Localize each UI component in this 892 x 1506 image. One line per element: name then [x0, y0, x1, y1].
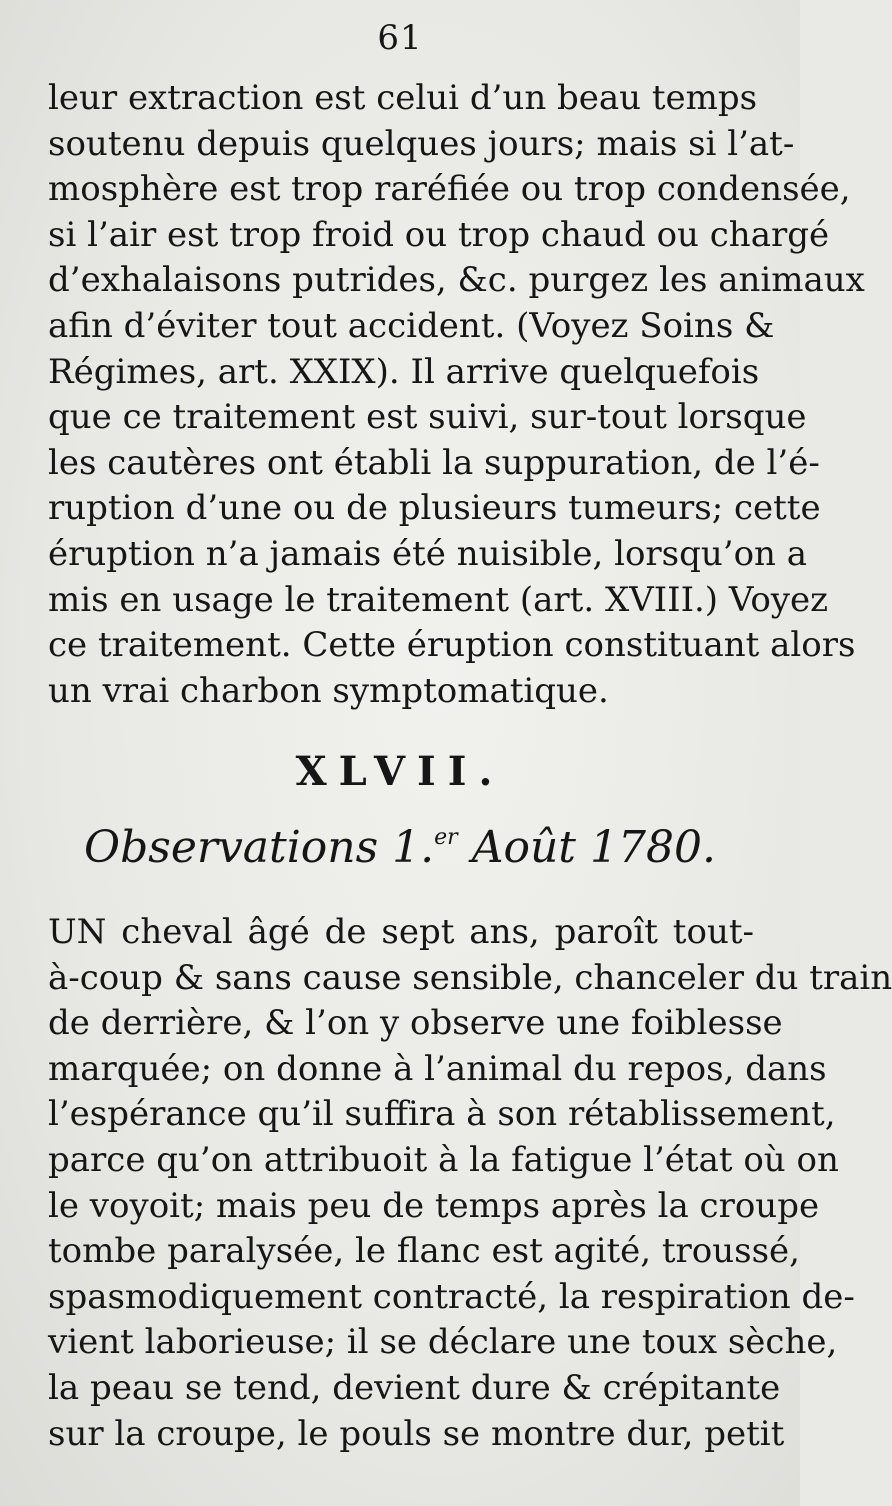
section-number: XLVII.	[295, 748, 505, 795]
text-line: marquée; on donne à l’animal du repos, dans	[48, 1048, 827, 1089]
text-line: parce qu’on attribuoit à la fatigue l’état où on	[48, 1139, 839, 1180]
heading-superscript: er	[434, 825, 458, 850]
text-line: sur la croupe, le pouls se montre dur, petit	[48, 1413, 785, 1454]
text-line: ce traitement. Cette éruption constituant alors	[48, 625, 856, 666]
paragraph-continuation	[48, 76, 865, 714]
text-line: éruption n’a jamais été nuisible, lorsqu’on a	[48, 533, 808, 574]
text-line: afin d’éviter tout accident. (Voyez Soins &	[48, 305, 775, 346]
text-line: de derrière, & l’on y observe une foiblesse	[48, 1003, 783, 1044]
observation-paragraph	[48, 910, 892, 1457]
text-line: vient laborieuse; il se déclare une toux sèche,	[48, 1322, 838, 1363]
heading-text: Observations 1.	[84, 822, 435, 873]
heading-date: Août 1780.	[457, 822, 716, 873]
text-line: Régimes, art. XXIX). Il arrive quelquefois	[48, 351, 760, 392]
page-number: 61	[377, 18, 423, 58]
text-line: UN cheval âgé de sept ans, paroît tout-	[48, 912, 754, 952]
text-line: que ce traitement est suivi, sur-tout lorsque	[48, 397, 807, 438]
text-line: si l’air est trop froid ou trop chaud ou chargé	[48, 214, 830, 255]
observation-heading	[0, 822, 800, 873]
text-line: d’exhalaisons putrides, &c. purgez les animaux	[48, 260, 865, 301]
text-line: mosphère est trop raréfiée ou trop condensée,	[48, 169, 851, 210]
text-line: mis en usage le traitement (art. XVIII.) Voyez	[48, 579, 829, 620]
text-line: à-coup & sans cause sensible, chanceler du train	[48, 957, 892, 998]
text-line: les cautères ont établi la suppuration, de l’é-	[48, 442, 820, 483]
text-line: la peau se tend, devient dure & crépitante	[48, 1367, 781, 1408]
text-line: tombe paralysée, le flanc est agité, troussé,	[48, 1231, 800, 1272]
text-line: l’espérance qu’il suffira à son rétablissement,	[48, 1094, 836, 1135]
text-line: le voyoit; mais peu de temps après la croupe	[48, 1185, 820, 1226]
text-line: leur extraction est celui d’un beau temps	[48, 78, 758, 118]
text-line: soutenu depuis quelques jours; mais si l’at-	[48, 123, 795, 164]
text-line: ruption d’une ou de plusieurs tumeurs; cette	[48, 488, 821, 529]
text-line: un vrai charbon symptomatique.	[48, 670, 609, 711]
text-line: spasmodiquement contracté, la respiration de-	[48, 1276, 855, 1317]
